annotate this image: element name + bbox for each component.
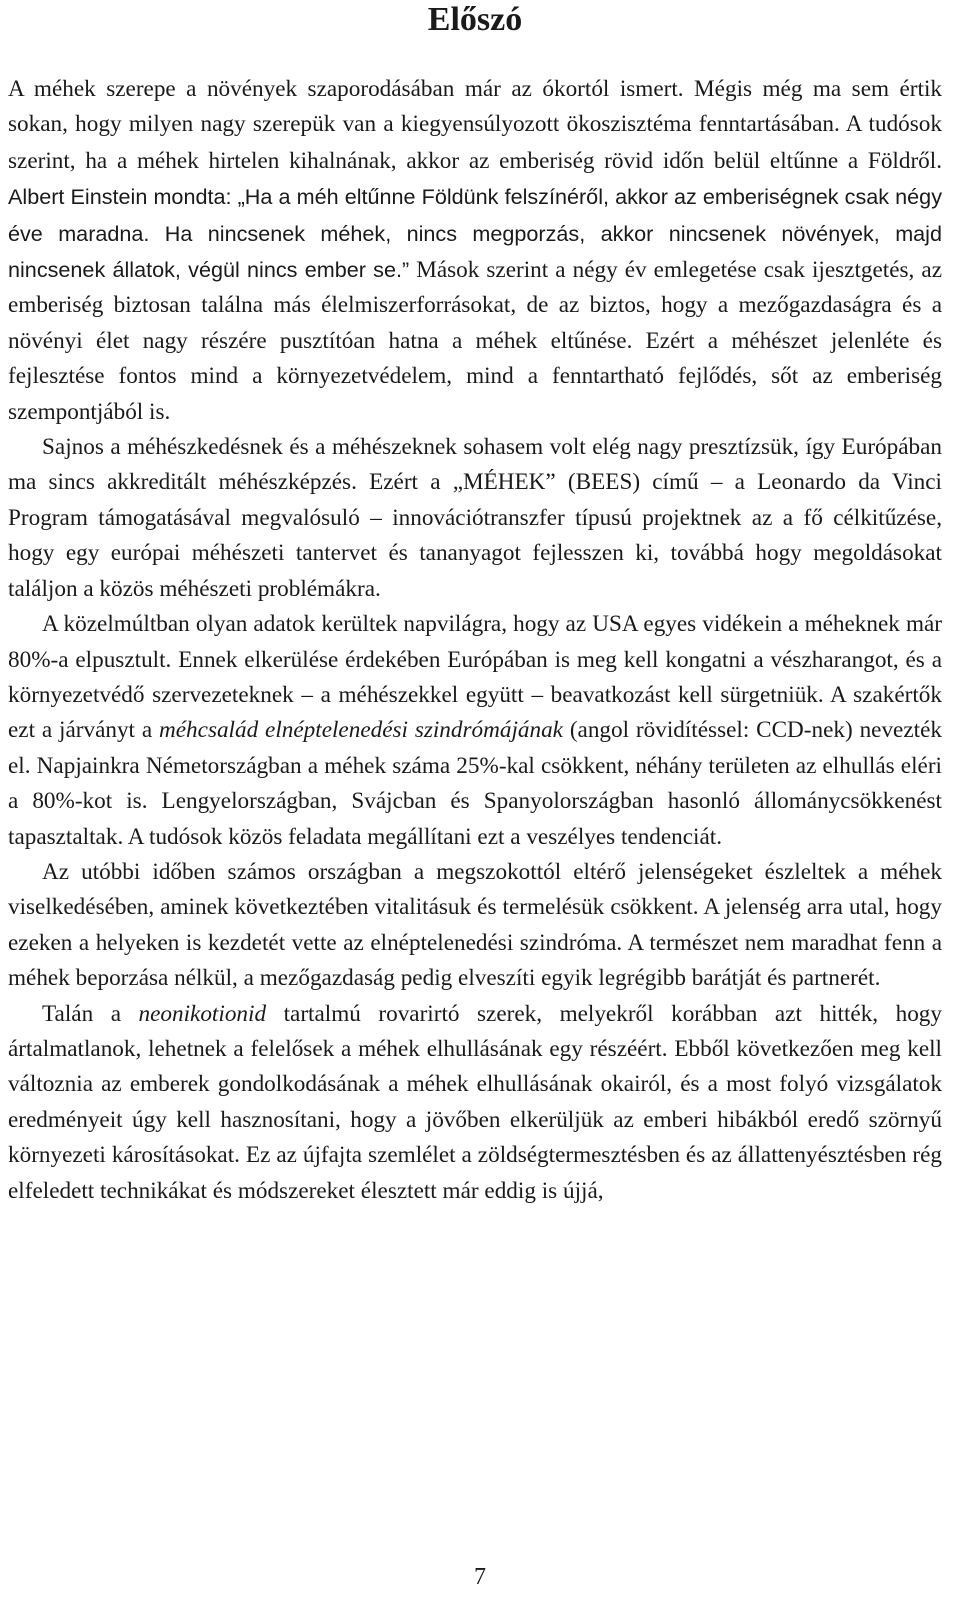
page-number: 7: [474, 1564, 486, 1590]
einstein-quote: Albert Einstein mondta: „Ha a méh eltűnne Földünk felszínéről, akkor az emberiségnek csak négy éve maradna. Ha nincsenek méhek, nincs megporzás, akkor nincsenek növények, majd nincsenek állatok, végül nincs ember se.”: [8, 184, 942, 283]
body-text: [8, 72, 942, 1209]
paragraph-3-text-b: (angol rövidítéssel: CCD-nek) nevezték el. Napjainkra Németországban a méhek száma 25%-kal csökkent, néhány területen az elhullás eléri a 80%-kot is. Lengyelországban, Svájcban és Spanyolországban hasonló állománycsökkenést tapasztaltak. A tudósok közös feladata megállítani ezt a veszélyes tendenciát.: [8, 717, 942, 850]
paragraph-3-italic-term: méhcsalád elnéptelenedési szindrómájának: [159, 717, 563, 744]
paragraph-5-text-b: tartalmú rovarirtó szerek, melyekről korábban azt hitték, hogy ártalmatlanok, lehetnek a felelősek a méhek elhullásának egy részéért. Ebből következően meg kell változnia az emberek gondolkodásának a méhek elhullásának okairól, és a most folyó vizsgálatok eredményeit úgy kell hasznosítani, hogy a jövőben elkerüljük az emberi hibákból eredő szörnyű környezeti károsításokat. Ez az újfajta szemlélet a zöldségtermesztésben és az állattenyésztésben rég elfeledett technikákat és módszereket élesztett már eddig is újjá,: [8, 1000, 942, 1204]
paragraph-5: [8, 997, 942, 1209]
paragraph-3: [8, 607, 942, 855]
page-title: Előszó: [427, 1, 523, 38]
paragraph-5-text-a: Talán a: [42, 1000, 139, 1027]
paragraph-1-text-a: A méhek szerepe a növények szaporodásában már az ókortól ismert. Mégis még ma sem értik sokan, hogy milyen nagy szerepük van a kiegyensúlyozott ökoszisztéma fenntartásában. A tudósok szerint, ha a méhek hirtelen kihalnának, akkor az emberiség rövid időn belül eltűnne a Földről.: [8, 76, 942, 174]
paragraph-3-text-a: A közelmúltban olyan adatok kerültek napvilágra, hogy az USA egyes vidékein a méheknek már 80%-a elpusztult. Ennek elkerülése érdekében Európában is meg kell kongatni a vészharangot, és a környezetvédő szervezeteknek – a méhészekkel együtt – beavatkozást kell sürgetniük. A szakértők ezt a járványt a: [8, 611, 942, 744]
document-page: [8, 0, 942, 1209]
paragraph-1: [8, 72, 942, 430]
paragraph-2: Sajnos a méhészkedésnek és a méhészeknek sohasem volt elég nagy presztízsük, így Európában ma sincs akkreditált méhészképzés. Ezért a „MÉHEK” (BEES) című – a Leonardo da Vinci Program támogatásával megvalósuló – innovációtranszfer típusú projektnek az a fő célkitűzése, hogy egy európai méhészeti tantervet és tananyagot fejlesszen ki, továbbá hogy megoldásokat találjon a közös méhészeti problémákra.: [8, 434, 942, 602]
paragraph-4: Az utóbbi időben számos országban a megszokottól eltérő jelenségeket észleltek a méhek viselkedésében, aminek következtében vitalitásuk és termelésük csökkent. A jelenség arra utal, hogy ezeken a helyeken is kezdetét vette az elnéptelenedési szindróma. A természet nem maradhat fenn a méhek beporzása nélkül, a mezőgazdaság pedig elveszíti egyik legrégibb barátját és partnerét.: [8, 858, 942, 992]
paragraph-5-italic-term: neonikotionid: [138, 1000, 267, 1027]
paragraph-1-text-b: Mások szerint a négy év emlegetése csak ijesztgetés, az emberiség biztosan találna más élelmiszerforrásokat, de az biztos, hogy a mezőgazdaságra és a növényi élet nagy részére pusztítóan hatna a méhek eltűnése. Ezért a méhészet jelenléte és fejlesztése fontos mind a környezetvédelem, mind a fenntartható fejlődés, sőt az emberiség szempontjából is.: [8, 257, 942, 425]
